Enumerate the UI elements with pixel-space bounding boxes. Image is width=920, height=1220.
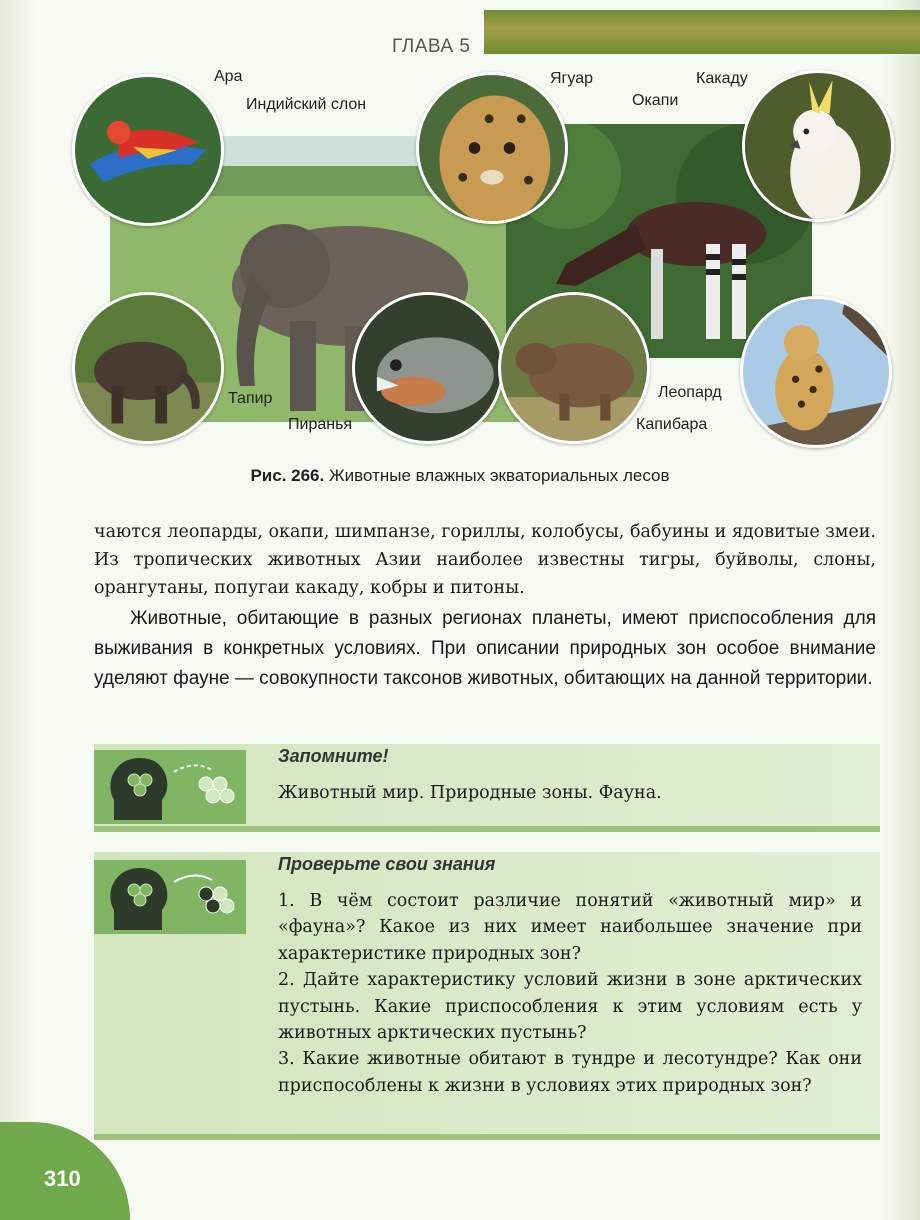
piranha-photo <box>352 292 504 444</box>
jaguar-photo <box>416 72 568 224</box>
label-leopard: Леопард <box>658 384 722 401</box>
remember-box <box>94 744 880 832</box>
figure-266 <box>60 60 900 470</box>
label-capybara: Капибара <box>636 416 708 433</box>
label-jaguar: Ягуар <box>550 70 594 87</box>
macaw-photo <box>72 74 224 226</box>
label-piranha: Пиранья <box>288 416 353 433</box>
caption-text: Животные влажных экваториальных лесов <box>328 466 670 485</box>
remember-content: Животный мир. Природные зоны. Фауна. <box>278 783 662 803</box>
page-number: 310 <box>44 1166 81 1191</box>
question-1: 1. В чём состоит различие понятий «животный мир» и «фауна»? Какое из них имеет наибольшее значение при характеристике природных зон? <box>278 891 862 964</box>
paragraph-1: чаются леопарды, окапи, шимпанзе, гориллы, колобусы, бабуины и ядовитые змеи. Из тропических животных Азии наиболее известны тигры, буйволы, слоны, орангутаны, попугаи какаду, кобры и питоны. <box>94 522 876 598</box>
question-2: 2. Дайте характеристику условий жизни в зоне арктических пустынь. Какие приспособления к этим условиям есть у животных арктических пустынь? <box>278 970 862 1044</box>
label-elephant: Индийский слон <box>246 96 367 113</box>
caption-number: Рис. 266. <box>250 466 325 485</box>
label-tapir: Тапир <box>228 390 273 407</box>
leopard-photo <box>740 296 892 448</box>
capybara-photo <box>498 292 650 444</box>
paragraph-2: Животные, обитающие в разных регионах планеты, имеют приспособления для выживания в конкретных условиях. При описании природных зон особое внимание уделяют фауне — совокупности таксонов животных, обитающих на данной территории. <box>94 608 876 689</box>
check-knowledge-box <box>94 852 880 1140</box>
check-questions <box>278 888 862 1099</box>
head-brain-icon <box>94 750 246 824</box>
question-3: 3. Какие животные обитают в тундре и лесотундре? Как они приспособлены к жизни в условиях этих природных зон? <box>278 1049 862 1096</box>
figure-caption <box>0 466 920 486</box>
label-okapi: Окапи <box>632 92 679 109</box>
chapter-label: ГЛАВА 5 <box>392 36 471 57</box>
header-photo-strip <box>484 10 920 54</box>
remember-title: Запомните! <box>278 746 389 766</box>
tapir-photo <box>72 292 224 444</box>
label-cockatoo: Какаду <box>696 70 748 87</box>
head-brain-icon <box>94 860 246 934</box>
cockatoo-photo <box>742 70 894 222</box>
check-title: Проверьте свои знания <box>278 854 496 874</box>
label-ara: Ара <box>214 68 243 85</box>
